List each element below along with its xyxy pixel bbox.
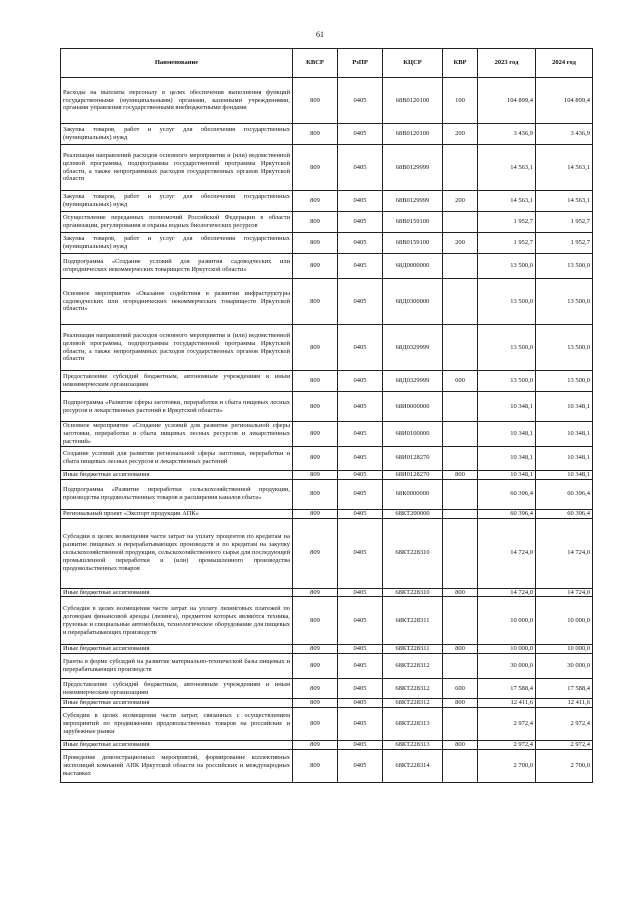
table-row <box>61 422 593 447</box>
cell-y2023: 14 563,1 <box>478 191 536 212</box>
table-row <box>61 509 593 518</box>
cell-rzpr: 0405 <box>338 279 383 325</box>
cell-kcsr: 68Д0329999 <box>383 325 443 371</box>
cell-name: Региональный проект «Экспорт продукции АПК» <box>61 509 293 518</box>
cell-kvsr: 809 <box>293 145 338 191</box>
cell-y2023: 13 500,0 <box>478 325 536 371</box>
cell-y2024: 10 348,1 <box>536 446 593 470</box>
cell-kvr <box>443 750 478 783</box>
cell-y2023: 1 952,7 <box>478 212 536 233</box>
cell-name: Иные бюджетные ассигнования <box>61 645 293 654</box>
cell-y2024: 104 899,4 <box>536 78 593 124</box>
cell-y2024: 17 588,4 <box>536 679 593 699</box>
cell-y2024: 60 396,4 <box>536 479 593 509</box>
header-kcsr: КЦСР <box>383 49 443 78</box>
cell-y2024: 2 700,0 <box>536 750 593 783</box>
cell-kvsr: 809 <box>293 422 338 447</box>
cell-name: Субсидии в целях возмещения части затрат, связанных с осуществлением мероприятий по продвижению продовольственных товаров на российские и зарубежные рынки <box>61 708 293 741</box>
cell-kvsr: 809 <box>293 446 338 470</box>
cell-y2023: 14 563,1 <box>478 145 536 191</box>
cell-kvsr: 809 <box>293 124 338 145</box>
cell-kcsr: 68Д0300000 <box>383 279 443 325</box>
cell-kcsr: 68КТ228312 <box>383 699 443 708</box>
cell-kcsr: 68В0129999 <box>383 191 443 212</box>
cell-y2024: 13 500,0 <box>536 254 593 279</box>
cell-kvsr: 809 <box>293 750 338 783</box>
cell-y2023: 10 348,1 <box>478 422 536 447</box>
cell-kcsr: 68КТ228314 <box>383 750 443 783</box>
cell-kvsr: 809 <box>293 518 338 588</box>
table-row <box>61 212 593 233</box>
cell-kcsr: 68И0100000 <box>383 422 443 447</box>
cell-y2023: 30 000,0 <box>478 654 536 679</box>
cell-kvr <box>443 597 478 645</box>
cell-name: Подпрограмма «Создание условий для развития садоводческих или огороднических некоммерческих товариществ Иркутской области» <box>61 254 293 279</box>
cell-kvr <box>443 279 478 325</box>
cell-rzpr: 0405 <box>338 708 383 741</box>
cell-kvr <box>443 509 478 518</box>
cell-kcsr: 68Д0329999 <box>383 371 443 392</box>
cell-kcsr: 68КТ228313 <box>383 741 443 750</box>
cell-kvr <box>443 145 478 191</box>
cell-kvr <box>443 518 478 588</box>
cell-kvsr: 809 <box>293 654 338 679</box>
cell-kvr <box>443 392 478 422</box>
table-row <box>61 654 593 679</box>
table-row <box>61 392 593 422</box>
table-row <box>61 371 593 392</box>
cell-y2023: 13 500,0 <box>478 279 536 325</box>
cell-y2024: 10 348,1 <box>536 392 593 422</box>
cell-name: Иные бюджетные ассигнования <box>61 470 293 479</box>
cell-kcsr: 68КТ228311 <box>383 645 443 654</box>
cell-y2024: 10 348,1 <box>536 470 593 479</box>
cell-rzpr: 0405 <box>338 233 383 254</box>
cell-name: Гранты в форме субсидий на развитие материально-технической базы пищевых и перерабатывающих производств <box>61 654 293 679</box>
cell-kcsr: 68И0000000 <box>383 392 443 422</box>
cell-y2023: 10 348,1 <box>478 392 536 422</box>
cell-name: Осуществление переданных полномочий Российской Федерации в области организации, регулирования и охраны водных биологических ресурсов <box>61 212 293 233</box>
table-row <box>61 518 593 588</box>
cell-rzpr: 0405 <box>338 741 383 750</box>
cell-kvsr: 809 <box>293 279 338 325</box>
cell-kvr <box>443 422 478 447</box>
cell-y2023: 104 899,4 <box>478 78 536 124</box>
cell-kvr <box>443 708 478 741</box>
cell-kcsr: 68КТ228312 <box>383 654 443 679</box>
cell-y2023: 13 500,0 <box>478 254 536 279</box>
cell-y2024: 13 500,0 <box>536 325 593 371</box>
cell-rzpr: 0405 <box>338 679 383 699</box>
cell-y2023: 10 000,0 <box>478 597 536 645</box>
cell-rzpr: 0405 <box>338 212 383 233</box>
cell-rzpr: 0405 <box>338 750 383 783</box>
cell-kvsr: 809 <box>293 371 338 392</box>
cell-rzpr: 0405 <box>338 588 383 597</box>
table-row <box>61 78 593 124</box>
cell-kvsr: 809 <box>293 679 338 699</box>
budget-table <box>60 48 593 783</box>
cell-kvr: 800 <box>443 741 478 750</box>
table-row <box>61 588 593 597</box>
table-row <box>61 699 593 708</box>
cell-kcsr: 68КТ228310 <box>383 588 443 597</box>
cell-kvsr: 809 <box>293 470 338 479</box>
cell-y2023: 17 588,4 <box>478 679 536 699</box>
cell-y2023: 2 972,4 <box>478 741 536 750</box>
header-kvr: КВР <box>443 49 478 78</box>
cell-name: Создание условий для развития региональной сферы заготовки, переработки и сбыта пищевых лесных ресурсов и лекарственных растений <box>61 446 293 470</box>
cell-name: Подпрограмма «Развитие переработки сельскохозяйственной продукции, производства продовольственных товаров и расширения каналов сбыта» <box>61 479 293 509</box>
header-rzpr: РзПР <box>338 49 383 78</box>
cell-kvr <box>443 325 478 371</box>
cell-name: Иные бюджетные ассигнования <box>61 741 293 750</box>
cell-kvr <box>443 212 478 233</box>
cell-kcsr: 68В0159100 <box>383 233 443 254</box>
cell-kvsr: 809 <box>293 233 338 254</box>
table-row <box>61 233 593 254</box>
cell-rzpr: 0405 <box>338 422 383 447</box>
cell-kvr <box>443 254 478 279</box>
cell-name: Предоставление субсидий бюджетным, автономным учреждениям и иным некоммерческим организациям <box>61 371 293 392</box>
header-row <box>61 49 593 78</box>
cell-name: Проведение демонстрационных мероприятий, формирование коллективных экспозиций компаний АПК Иркутской области на российских и международных выставках <box>61 750 293 783</box>
cell-name: Основное мероприятие «Создание условий для развития региональной сферы заготовки, переработки и сбыта пищевых лесных ресурсов и лекарственных растений» <box>61 422 293 447</box>
cell-kcsr: 68КТ228313 <box>383 708 443 741</box>
cell-kcsr: 68КТ228312 <box>383 679 443 699</box>
table-row <box>61 446 593 470</box>
cell-rzpr: 0405 <box>338 479 383 509</box>
cell-kvsr: 809 <box>293 392 338 422</box>
table-row <box>61 145 593 191</box>
cell-kvsr: 809 <box>293 597 338 645</box>
cell-y2024: 1 952,7 <box>536 212 593 233</box>
cell-kcsr: 68Д0000000 <box>383 254 443 279</box>
cell-kcsr: 68КТ228311 <box>383 597 443 645</box>
cell-kcsr: 68КТ228310 <box>383 518 443 588</box>
cell-y2024: 30 000,0 <box>536 654 593 679</box>
cell-name: Основное мероприятие «Оказание содействия в развитии инфраструктуры садоводческих или огороднических некоммерческих товариществ Иркутской области» <box>61 279 293 325</box>
cell-kvsr: 809 <box>293 741 338 750</box>
cell-rzpr: 0405 <box>338 191 383 212</box>
header-kvsr: КВСР <box>293 49 338 78</box>
cell-name: Субсидии в целях возмещения части затрат на уплату лизинговых платежей по договорам финансовой аренды (лизинга), предметом которых являются техника, грузовые и специальные автомобили, технологическое оборудование для пищевых и перерабатывающих производств <box>61 597 293 645</box>
cell-rzpr: 0405 <box>338 446 383 470</box>
cell-y2024: 10 000,0 <box>536 645 593 654</box>
cell-y2023: 14 724,0 <box>478 518 536 588</box>
cell-kvr: 800 <box>443 645 478 654</box>
cell-kvr: 800 <box>443 588 478 597</box>
cell-name: Реализация направлений расходов основного мероприятия и (или) ведомственной целевой программы, подпрограммы государственной программы Иркутской области, а также непрограммных расходов государственных органов Иркутской области <box>61 145 293 191</box>
cell-y2023: 3 436,9 <box>478 124 536 145</box>
cell-rzpr: 0405 <box>338 518 383 588</box>
cell-kvsr: 809 <box>293 191 338 212</box>
cell-rzpr: 0405 <box>338 392 383 422</box>
header-name: Наименование <box>61 49 293 78</box>
cell-kvsr: 809 <box>293 708 338 741</box>
cell-kcsr: 68И0128270 <box>383 446 443 470</box>
cell-kvr <box>443 479 478 509</box>
table-row <box>61 645 593 654</box>
cell-rzpr: 0405 <box>338 509 383 518</box>
cell-kcsr: 68КТ200000 <box>383 509 443 518</box>
cell-name: Иные бюджетные ассигнования <box>61 699 293 708</box>
cell-rzpr: 0405 <box>338 597 383 645</box>
cell-y2024: 2 972,4 <box>536 741 593 750</box>
table-row <box>61 124 593 145</box>
table-row <box>61 741 593 750</box>
cell-rzpr: 0405 <box>338 699 383 708</box>
cell-name: Субсидии в целях возмещения части затрат на уплату процентов по кредитам на развитие пищевых и перерабатывающих производств и по кредитам на закупку сельскохозяйственной продукции, сельскохозяйственного сырья для последующей промышленной переработки и (или) промышленного производства продовольственных товаров <box>61 518 293 588</box>
table-row <box>61 750 593 783</box>
cell-rzpr: 0405 <box>338 254 383 279</box>
table-row <box>61 479 593 509</box>
cell-y2023: 14 724,0 <box>478 588 536 597</box>
cell-name: Закупка товаров, работ и услуг для обеспечения государственных (муниципальных) нужд <box>61 233 293 254</box>
cell-kvsr: 809 <box>293 509 338 518</box>
cell-y2023: 2 972,4 <box>478 708 536 741</box>
header-2023: 2023 год <box>478 49 536 78</box>
cell-y2024: 10 000,0 <box>536 597 593 645</box>
cell-y2023: 60 396,4 <box>478 509 536 518</box>
cell-kcsr: 68К0000000 <box>383 479 443 509</box>
cell-name: Расходы на выплаты персоналу в целях обеспечения выполнения функций государственными (муниципальными) органами, казенными учреждениями, органами управления государственными внебюджетными фондами <box>61 78 293 124</box>
table-row <box>61 254 593 279</box>
cell-kvr: 100 <box>443 78 478 124</box>
cell-kvsr: 809 <box>293 78 338 124</box>
cell-y2024: 13 500,0 <box>536 279 593 325</box>
cell-rzpr: 0405 <box>338 654 383 679</box>
cell-rzpr: 0405 <box>338 470 383 479</box>
cell-y2024: 1 952,7 <box>536 233 593 254</box>
cell-rzpr: 0405 <box>338 371 383 392</box>
cell-y2023: 10 348,1 <box>478 470 536 479</box>
cell-kvr <box>443 654 478 679</box>
cell-y2024: 10 348,1 <box>536 422 593 447</box>
cell-y2024: 60 396,4 <box>536 509 593 518</box>
table-row <box>61 597 593 645</box>
cell-kvr: 600 <box>443 679 478 699</box>
table-row <box>61 191 593 212</box>
cell-kvsr: 809 <box>293 212 338 233</box>
cell-rzpr: 0405 <box>338 78 383 124</box>
cell-kvsr: 809 <box>293 588 338 597</box>
cell-kvr: 200 <box>443 124 478 145</box>
cell-name: Иные бюджетные ассигнования <box>61 588 293 597</box>
cell-kvr: 200 <box>443 233 478 254</box>
cell-name: Предоставление субсидий бюджетным, автономным учреждениям и иным некоммерческим организациям <box>61 679 293 699</box>
cell-y2024: 14 563,1 <box>536 191 593 212</box>
page-number: 61 <box>316 30 324 39</box>
cell-y2024: 3 436,9 <box>536 124 593 145</box>
cell-y2023: 13 500,0 <box>478 371 536 392</box>
cell-kvr <box>443 446 478 470</box>
cell-y2023: 10 348,1 <box>478 446 536 470</box>
cell-kvsr: 809 <box>293 645 338 654</box>
cell-kcsr: 68И0128270 <box>383 470 443 479</box>
cell-y2024: 14 563,1 <box>536 145 593 191</box>
cell-kvsr: 809 <box>293 479 338 509</box>
table-row <box>61 279 593 325</box>
cell-name: Подпрограмма «Развитие сферы заготовки, переработки и сбыта пищевых лесных ресурсов и лекарственных растений в Иркутской области» <box>61 392 293 422</box>
cell-rzpr: 0405 <box>338 145 383 191</box>
cell-kvr: 800 <box>443 699 478 708</box>
cell-rzpr: 0405 <box>338 124 383 145</box>
cell-kvsr: 809 <box>293 254 338 279</box>
cell-kvr: 800 <box>443 470 478 479</box>
cell-rzpr: 0405 <box>338 325 383 371</box>
cell-kcsr: 68В0120100 <box>383 78 443 124</box>
cell-y2024: 14 724,0 <box>536 518 593 588</box>
cell-y2024: 14 724,0 <box>536 588 593 597</box>
cell-y2024: 2 972,4 <box>536 708 593 741</box>
cell-kcsr: 68В0129999 <box>383 145 443 191</box>
cell-y2023: 12 411,6 <box>478 699 536 708</box>
table-row <box>61 708 593 741</box>
cell-kvsr: 809 <box>293 699 338 708</box>
cell-y2023: 10 000,0 <box>478 645 536 654</box>
cell-rzpr: 0405 <box>338 645 383 654</box>
cell-y2024: 12 411,6 <box>536 699 593 708</box>
header-2024: 2024 год <box>536 49 593 78</box>
cell-y2023: 2 700,0 <box>478 750 536 783</box>
table-row <box>61 470 593 479</box>
cell-y2023: 1 952,7 <box>478 233 536 254</box>
cell-kvr: 600 <box>443 371 478 392</box>
cell-kcsr: 68В0120100 <box>383 124 443 145</box>
cell-kcsr: 68В0159100 <box>383 212 443 233</box>
cell-y2023: 60 396,4 <box>478 479 536 509</box>
cell-name: Реализация направлений расходов основного мероприятия и (или) ведомственной целевой программы, подпрограммы государственной программы Иркутской области, а также непрограммных расходов государственных органов Иркутской области <box>61 325 293 371</box>
table-row <box>61 679 593 699</box>
cell-kvr: 200 <box>443 191 478 212</box>
cell-name: Закупка товаров, работ и услуг для обеспечения государственных (муниципальных) нужд <box>61 191 293 212</box>
table-row <box>61 325 593 371</box>
cell-kvsr: 809 <box>293 325 338 371</box>
cell-y2024: 13 500,0 <box>536 371 593 392</box>
cell-name: Закупка товаров, работ и услуг для обеспечения государственных (муниципальных) нужд <box>61 124 293 145</box>
